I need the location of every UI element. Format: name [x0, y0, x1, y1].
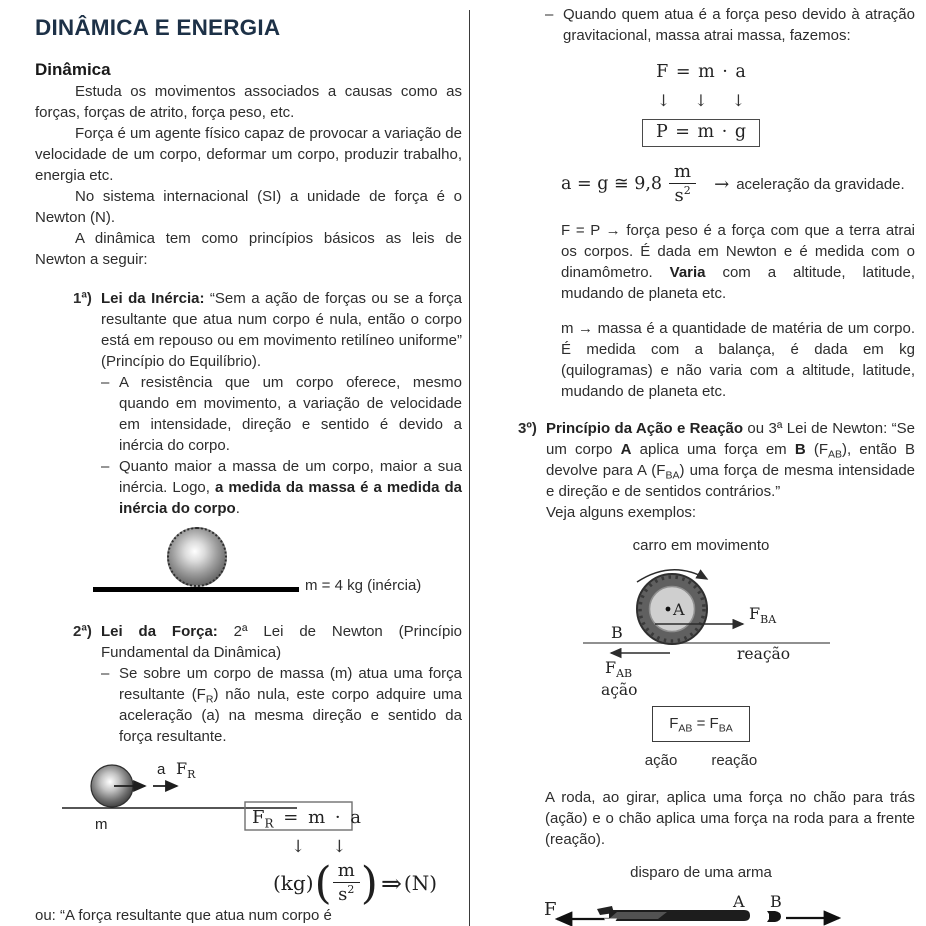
action-reaction-legend [487, 750, 915, 771]
gun-notch [604, 918, 617, 922]
m-per-s2-fraction [333, 862, 360, 905]
left-column [35, 0, 462, 926]
bullet-b-label: B [770, 891, 782, 911]
bullet-2-end: . [235, 500, 240, 517]
dash-marker: – [101, 374, 110, 391]
section-heading-dinamica: Dinâmica [35, 60, 111, 79]
action-reaction-formula-wrap [487, 706, 915, 742]
gravity-caption: aceleração da gravidade. [736, 175, 905, 193]
gun-slide-highlight [609, 912, 667, 919]
bullet-2-bold: a medida da massa é a medida da inércia do corpo [119, 479, 462, 517]
left-paren: ( [314, 857, 332, 909]
down-arrow-icon: ↓ [291, 837, 306, 857]
fraction-denominator: $s^2$ [338, 882, 355, 905]
gun-caption: disparo de uma arma [630, 863, 772, 881]
gun-point-a-label: A [733, 891, 745, 911]
dash-marker: – [545, 6, 554, 23]
weight-formula-box: P = m · g [642, 119, 760, 147]
point-a-label: A [673, 599, 685, 619]
inertia-mass-label: m = 4 kg (inércia) [305, 577, 422, 594]
fraction-numerator: m [669, 163, 696, 184]
fab-label: $F_{AB}$ [605, 657, 633, 680]
mass-description: m → massa é a quantidade de matéria de um corpo. É medida com a balança, é dada em kg (quilogramas) e não varia com a altitude, latitude, mudando de planeta etc. [561, 319, 915, 400]
law-1-bullet-2-text [119, 456, 462, 519]
gun-diagram [487, 887, 915, 926]
weight-pre: F = P → força peso é a força com que a terra atrai os corpos. É dada em Newton e é medida com o dinamômetro. [561, 221, 915, 281]
law-2-text [101, 621, 462, 663]
weight-post: com a altitude, latitude, mudando de planeta etc. [561, 263, 915, 302]
weight-force-bullet [487, 4, 915, 46]
point-b-label: B [611, 622, 623, 642]
law-2-bullet-text [119, 663, 462, 747]
fraction-numerator: m [333, 862, 360, 883]
law-1-item [35, 288, 462, 519]
law-3-text: Princípio da Ação e Reação ou 3ª Lei de Newton: “Se um corpo A aplica uma força em B $(F_{AB})$, então B devolve para A $(F_{BA})$ uma força de mesma intensidade e direção e de sentidos contrários.” [546, 419, 916, 500]
force-diagram [35, 749, 462, 835]
law-3-item [487, 418, 915, 523]
right-column [487, 0, 915, 926]
column-divider [469, 10, 470, 926]
newton-unit: (N) [403, 870, 438, 895]
law-3-name: Princípio da Ação e Reação [546, 419, 744, 437]
gravity-lhs: a = g ≅ 9,8 [561, 173, 663, 194]
dash-marker: – [101, 458, 110, 475]
law-1-statement: “Sem a ação de forças ou se a força resultante que atua num corpo é nula, então o corpo está em repouso ou em movimento retilíneo uniforme” (Princípio do Equilíbrio). [101, 290, 462, 370]
bullet-2-pre: Quanto maior a massa de um corpo, maior a sua inércia. Logo, [119, 458, 462, 496]
newton-second-law-formula: $F_R = m \cdot a$ [252, 807, 362, 831]
law-1-bullet-1 [101, 372, 462, 456]
down-arrow-icon: ↓ [731, 91, 746, 110]
law-2-statement: 2ª Lei de Newton (Princípio Fundamental da Dinâmica) [101, 623, 462, 661]
paragraph-3: No sistema internacional (SI) a unidade de força é o Newton (N). [35, 188, 462, 226]
paragraph-1: Estuda os movimentos associados a causas como as forças, forças de atrito, força peso, etc. [35, 83, 462, 121]
reaction-label: reação [737, 644, 791, 663]
recoil-force-label: F [544, 898, 557, 920]
law-3-body [546, 418, 915, 523]
law-2-bullet [101, 663, 462, 747]
law-1-body [101, 288, 462, 519]
bullet-pre: Se sobre um corpo de massa (m) atua uma força resultante (F [119, 665, 462, 703]
right-paren: ) [360, 857, 378, 909]
law-1-bullet-1-text: A resistência que um corpo oferece, mesmo quando em movimento, a variação de velocidade em intensidade, direção e sentido é devido a inércia do corpo. [119, 374, 462, 454]
acceleration-label: a [157, 761, 166, 778]
law-2-body [101, 621, 462, 747]
law-2-item [35, 621, 462, 747]
ground-line [93, 587, 299, 592]
fba-label: $F_{BA}$ [749, 603, 777, 626]
law-1-number: 1ª) [73, 290, 92, 307]
wheel-explanation: A roda, ao girar, aplica uma força no chão para trás (ação) e o chão aplica uma força na roda para a frente (reação). [545, 788, 915, 848]
law-1-name: Lei da Inércia: [101, 290, 205, 307]
sphere-figure [167, 527, 227, 587]
implies-icon: ⇒ [380, 868, 402, 898]
formula-f-ma: F = m · a [656, 62, 746, 82]
law-2-name: Lei da Força: [101, 623, 218, 640]
examples-lead-in: Veja alguns exemplos: [546, 503, 697, 521]
center-point [666, 606, 671, 611]
units-formula [273, 857, 462, 909]
reaction-legend: reação [711, 751, 758, 769]
down-arrow-icon: ↓ [332, 837, 347, 857]
bullet-post: ) não nula, este corpo adquire uma aceleração (a) na mesma direção e sentido da força resultante. [119, 686, 462, 745]
paragraph-2: Força é um agente físico capaz de provocar a variação de velocidade de um corpo, deformar um corpo, produzir trabalho, energia etc. [35, 125, 462, 184]
weight-formula-wrap [487, 119, 915, 147]
truncated-last-line: ou: “A força resultante que atua num corpo é [35, 906, 332, 924]
kg-unit: (kg) [273, 870, 314, 895]
down-arrow-icon: ↓ [656, 91, 671, 110]
action-reaction-formula-box: $F_{AB} = F_{BA}$ [652, 706, 749, 742]
down-arrow-icon: ↓ [694, 91, 708, 110]
action-label: ação [601, 680, 638, 699]
bullet [767, 911, 781, 922]
gravity-fraction [669, 163, 696, 206]
weight-description [561, 220, 915, 304]
law-1-text [101, 288, 462, 372]
law-3-number: 3º) [518, 419, 537, 437]
law-2-number: 2ª) [73, 623, 92, 640]
wheel-caption: carro em movimento [632, 536, 770, 554]
action-legend: ação [644, 751, 678, 769]
law-1-bullet-2 [101, 456, 462, 519]
right-arrow-icon: → [714, 173, 730, 195]
gravity-equation [561, 163, 915, 206]
paragraph-4: A dinâmica tem como princípios básicos as leis de Newton a seguir: [35, 230, 462, 268]
dash-marker: – [101, 665, 110, 682]
mass-label: m [95, 816, 108, 833]
force-label: $F_R$ [176, 759, 196, 781]
unit-mapping-arrows [291, 837, 462, 858]
force-subscript: R [205, 693, 214, 706]
weight-force-bullet-text: Quando quem atua é a força peso devido à atração gravitacional, massa atrai massa, fazemos: [563, 6, 915, 44]
inertia-diagram [35, 525, 462, 603]
fraction-denominator: $s^2$ [674, 183, 691, 206]
wheel-diagram [487, 556, 915, 704]
weight-bold: Varia [669, 263, 706, 281]
page-title: DINÂMICA E ENERGIA [35, 15, 281, 40]
substitution-arrows [487, 90, 915, 111]
